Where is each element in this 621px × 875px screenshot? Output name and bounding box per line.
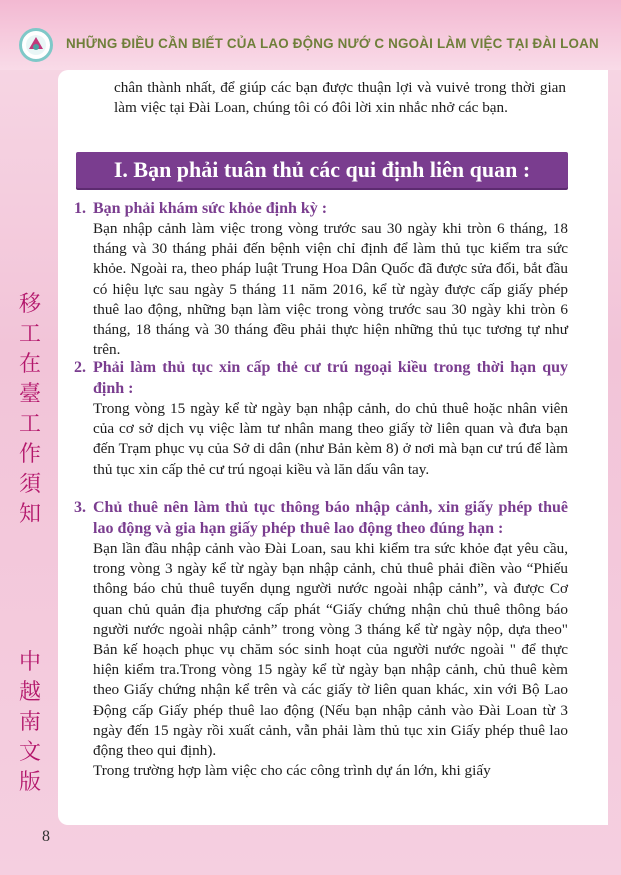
item-title-text: Chủ thuê nên làm thủ tục thông báo nhập cảnh, xin giấy phép thuê lao động và gia hạn giấy phép thuê lao động theo đúng hạn :	[93, 499, 568, 537]
item-number: 2.	[74, 359, 86, 376]
item-number: 3.	[74, 499, 86, 516]
vertical-title: 移 工 在 臺 工 作 須 知	[18, 292, 41, 527]
section-heading: I. Bạn phải tuân thủ các qui định liên quan :	[76, 152, 568, 188]
list-item	[74, 497, 568, 781]
header-bar	[0, 0, 621, 70]
item-title	[74, 357, 568, 399]
list-item	[74, 357, 568, 480]
item-title-text: Phải làm thủ tục xin cấp thẻ cư trú ngoại kiều trong thời hạn quy định :	[93, 359, 568, 397]
intro-paragraph: chân thành nhất, để giúp các bạn được thuận lợi và vuivẻ trong thời gian làm việc tại Đài Loan, chúng tôi có đôi lời xin nhắc nhở các bạn.	[114, 79, 566, 117]
item-body: Bạn nhập cảnh làm việc trong vòng trước sau 30 ngày khi tròn 6 tháng, 18 tháng và 30 tháng phải đến bệnh viện chỉ định để làm thủ tục kiểm tra sức khỏe. Ngoài ra, theo pháp luật Trung Hoa Dân Quốc đã được sửa đổi, bắt đầu có hiệu lực sau ngày 5 tháng 11 năm 2016, kể từ ngày được cấp giấy phép thuê lao động, những bạn làm việc trong vòng trước sau 30 ngày khi tròn 6 tháng, 18 tháng và 30 tháng đều phải thực hiện những thủ tục tương tự như trên.	[93, 220, 568, 359]
vertical-edition: 中 越 南 文 版	[18, 650, 41, 795]
item-title-text: Bạn phải khám sức khỏe định kỳ :	[93, 200, 328, 217]
item-title	[74, 198, 568, 219]
page-number: 8	[42, 828, 50, 845]
item-number: 1.	[74, 200, 86, 217]
item-body-paragraph: Bạn lần đầu nhập cảnh vào Đài Loan, sau khi kiểm tra sức khỏe đạt yêu cầu, trong vòng 3 ngày kể từ ngày bạn nhập cảnh, chủ thuê phải điền vào “Phiếu thông báo chủ thuê tuyển dụng người nước ngoài nhập cảnh”, và được Cơ quan chủ quản địa phương cấp phát “Giấy chứng nhận chủ thuê thông báo người nước ngoài nhập cảnh” trong vòng 3 tháng kể từ ngày nộp, dựa theo" Bản kế hoạch phục vụ chăm sóc sinh hoạt của người nước ngoài " để thực hiện kiểm tra.Trong vòng 15 ngày kể từ ngày bạn nhập cảnh, chủ thuê kèm theo Giấy chứng nhận kể trên và các giấy tờ liên quan khác, xin với Bộ Lao Động cấp Giấy phép thuê lao động (Nếu bạn nhập cảnh vào Đài Loan từ 3 ngày đến 15 ngày rồi xuất cảnh, vẫn phải làm thủ tục xin Giấy phép thuê lao động theo qui định).	[93, 540, 568, 760]
item-title	[74, 497, 568, 539]
header-title: NHỮNG ĐIỀU CẦN BIẾT CỦA LAO ĐỘNG NƯỚ C NGOÀI LÀM VIỆC TẠI ĐÀI LOAN	[66, 36, 599, 51]
list-item	[74, 198, 568, 360]
page-content-area	[58, 70, 608, 825]
logo-icon	[19, 28, 53, 62]
item-body	[93, 539, 568, 781]
item-body: Trong vòng 15 ngày kể từ ngày bạn nhập cảnh, do chủ thuê hoặc nhân viên của cơ sở dịch vụ việc làm tư nhân mang theo giấy tờ liên quan và đưa bạn đến Trạm phục vụ của Sở di dân (như Bản kèm 8) ở nơi mà bạn cư trú để làm thủ tục xin cấp thẻ cư trú ngoại kiều và lăn dấu vân tay.	[93, 400, 568, 478]
item-body-paragraph: Trong trường hợp làm việc cho các công trình dự án lớn, khi giấy	[93, 762, 491, 780]
